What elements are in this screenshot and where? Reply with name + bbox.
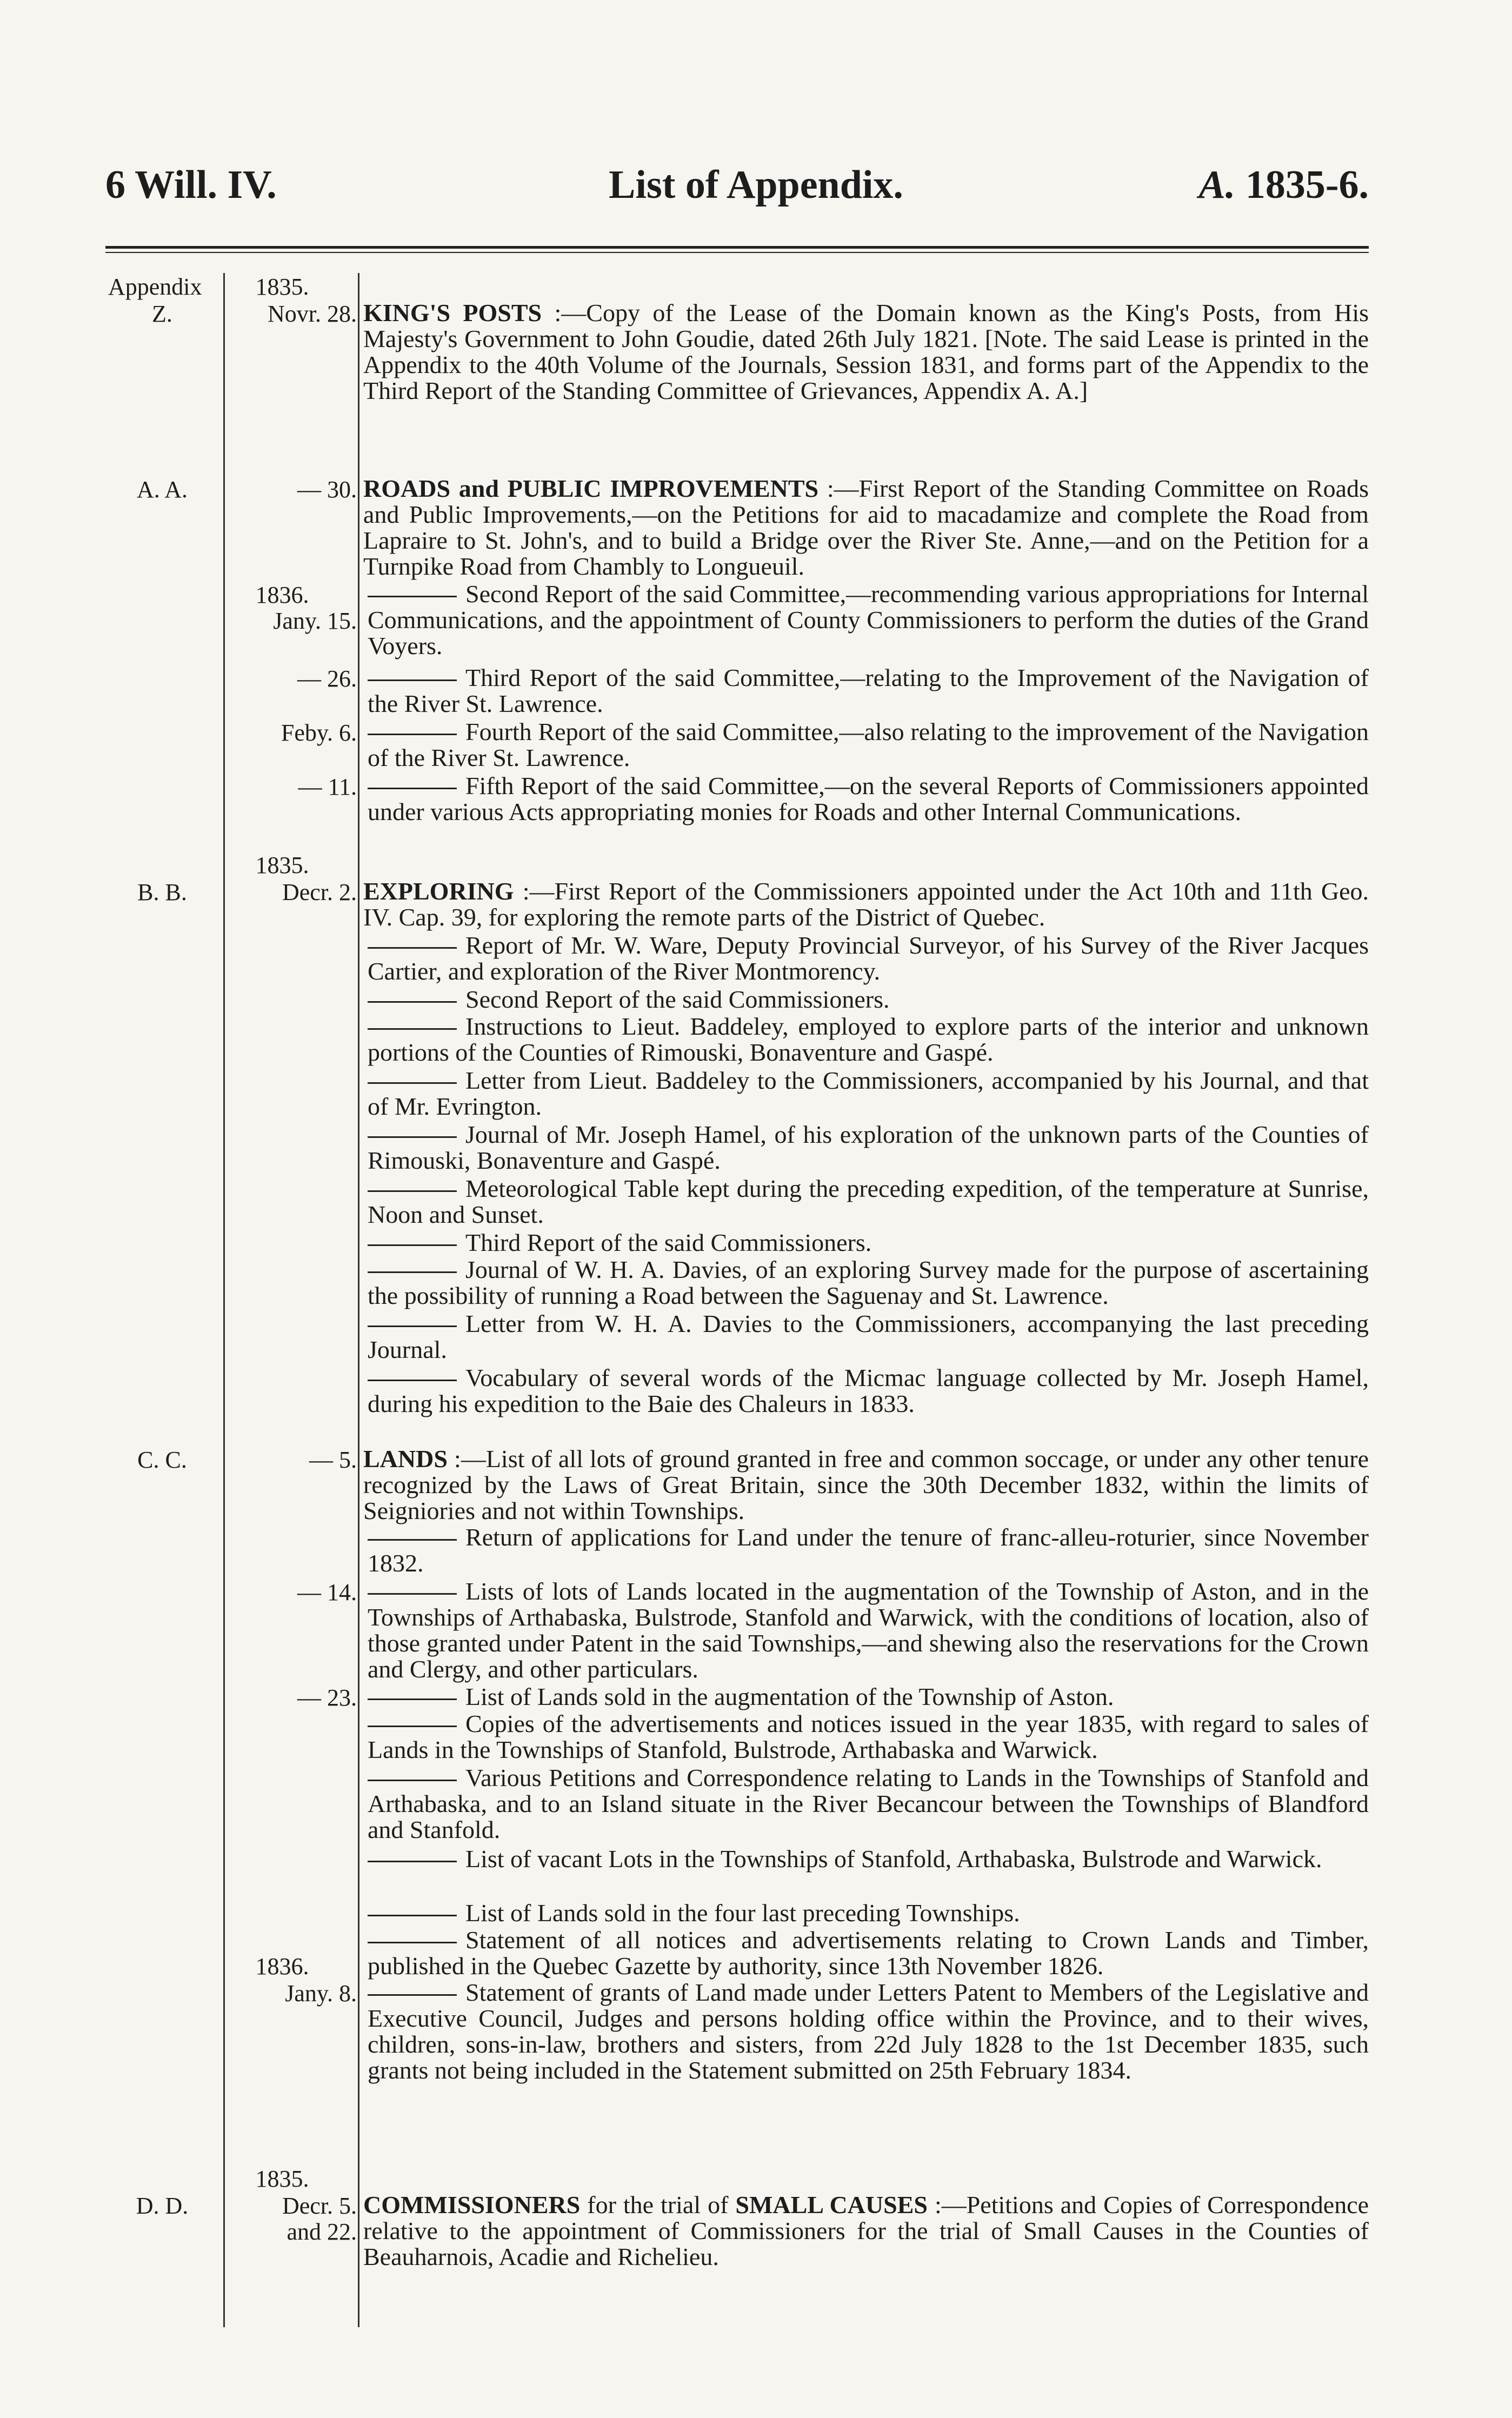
entry-date-second: and 22.	[287, 2219, 357, 2245]
sub-entry	[368, 1365, 1369, 1417]
entry-appendix-letter: B. B.	[137, 879, 187, 905]
sub-text: Instructions to Lieut. Baddeley, employed to explore parts of the interior and unknown portions of the Counties of Rimouski, Bonaventure and Gaspé.	[368, 1013, 1369, 1066]
entry-heading-second: SMALL CAUSES	[735, 2191, 928, 2219]
entry-appendix-letter: Z.	[152, 301, 172, 327]
sub-entry	[368, 1014, 1369, 1065]
sub-date: Jany. 15.	[273, 608, 357, 634]
sub-text: List of vacant Lots in the Townships of Stanfold, Arthabaska, Bulstrode and Warwick.	[465, 1845, 1322, 1873]
appendix-column-heading: Appendix	[108, 274, 202, 300]
entry-heading: KING'S POSTS	[363, 299, 542, 327]
sub-entry	[368, 1578, 1369, 1682]
sub-date: — 23.	[297, 1684, 357, 1711]
sub-text: Return of applications for Land under the tenure of franc-alleu-roturier, since November 1832.	[368, 1523, 1369, 1577]
entry-text	[363, 300, 1369, 404]
entry-year: 1835.	[255, 852, 309, 878]
sub-entry	[368, 932, 1369, 984]
entry-year: 1835.	[255, 2166, 309, 2192]
sub-entry	[368, 1927, 1369, 1979]
sub-entry	[368, 719, 1369, 771]
sub-text: Fourth Report of the said Committee,—also relating to the improvement of the Navigation of the River St. Lawrence.	[368, 718, 1369, 771]
sub-entry	[368, 1230, 1369, 1256]
sub-entry	[368, 987, 1369, 1013]
entry-description: :—First Report of the Standing Committee on Roads and Public Improvements,—on the Petitions for aid to macadamize and complete the Road from Lapraire to St. John's, and to build a Bridge over the River Ste. Anne,—and on the Petition for a Turnpike Road from Chambly to Longueuil.	[363, 475, 1369, 580]
entry-appendix-letter: A. A.	[136, 476, 188, 503]
column-divider-date	[358, 273, 359, 2327]
dash-mark	[368, 596, 457, 597]
sub-entry	[368, 1711, 1369, 1763]
entry-text	[363, 2192, 1369, 2270]
sub-text: Report of Mr. W. Ware, Deputy Provincial Surveyor, of his Survey of the River Jacques Cartier, and exploration of the River Montmorency.	[368, 931, 1369, 985]
sub-entry	[368, 1311, 1369, 1363]
sub-entry	[368, 1524, 1369, 1576]
entry-description: :—First Report of the Commissioners appointed under the Act 10th and 11th Geo. IV. Cap. 39, for exploring the remote parts of the District of Quebec.	[363, 877, 1369, 931]
header-letter: A.	[1198, 163, 1236, 207]
header-session: 6 Will. IV.	[105, 163, 277, 207]
sub-text: Lists of lots of Lands located in the augmentation of the Township of Aston, and in the Townships of Arthabaska, Bulstrode, Stanfold and Warwick, with the conditions of location, also of those granted under Patent in the said Townships,—and shewing also the reservations for the Crown and Clergy, and other particulars.	[368, 1577, 1369, 1683]
dash-mark	[368, 1028, 457, 1030]
entry-description: :—Petitions and Copies of Correspondence relative to the appointment of Commissioners for the trial of Small Causes in the Counties of Beauharnois, Acadie and Richelieu.	[363, 2191, 1369, 2270]
entry-date: Novr. 28.	[268, 301, 357, 327]
sub-text: Vocabulary of several words of the Micmac language collected by Mr. Joseph Hamel, during his expedition to the Baie des Chaleurs in 1833.	[368, 1364, 1369, 1417]
entry-heading: LANDS	[363, 1445, 448, 1473]
sub-date: — 26.	[297, 665, 357, 692]
sub-entry	[368, 1068, 1369, 1120]
sub-entry	[368, 1900, 1369, 1926]
dash-mark	[368, 1698, 457, 1700]
entry-appendix-letter: D. D.	[136, 2193, 189, 2219]
entry-heading: EXPLORING	[363, 877, 514, 905]
entry-date: — 5.	[309, 1447, 357, 1473]
entry-heading-mid: for the trial of	[587, 2191, 729, 2219]
sub-text: Various Petitions and Correspondence relating to Lands in the Townships of Stanfold and Arthabaska, and to an Island situate in the River Becancour between the Townships of Blandford and Stanfold.	[368, 1764, 1369, 1843]
dash-mark	[368, 1726, 457, 1727]
dash-mark	[368, 734, 457, 735]
sub-text: Meteorological Table kept during the preceding expedition, of the temperature at Sunrise, Noon and Sunset.	[368, 1175, 1369, 1228]
sub-date: Feby. 6.	[281, 720, 357, 746]
sub-entry	[368, 773, 1369, 825]
dash-mark	[368, 1380, 457, 1381]
dash-mark	[368, 1082, 457, 1084]
dash-mark	[368, 680, 457, 681]
sub-year: 1836.	[255, 1953, 309, 1980]
dash-mark	[368, 1325, 457, 1327]
sub-text: Journal of Mr. Joseph Hamel, of his exploration of the unknown parts of the Counties of Rimouski, Bonaventure and Gaspé.	[368, 1121, 1369, 1174]
dash-mark	[368, 947, 457, 949]
entry-heading: COMMISSIONERS	[363, 2191, 581, 2219]
dash-mark	[368, 1271, 457, 1273]
sub-text: Second Report of the said Commissioners.	[465, 985, 890, 1013]
entry-date: Decr. 2.	[282, 879, 357, 905]
sub-date: — 11.	[298, 774, 357, 800]
sub-text: List of Lands sold in the four last preceding Townships.	[465, 1899, 1020, 1927]
entry-text	[363, 476, 1369, 579]
sub-entry	[368, 1684, 1369, 1710]
sub-entry	[368, 1176, 1369, 1228]
header-years: 1835-6.	[1245, 163, 1369, 207]
entry-text	[363, 1446, 1369, 1524]
dash-mark	[368, 1190, 457, 1192]
dash-mark	[368, 1244, 457, 1246]
dash-mark	[368, 1001, 457, 1003]
header-title: List of Appendix.	[609, 163, 903, 207]
sub-date: — 14.	[297, 1579, 357, 1606]
sub-date: Jany. 8.	[285, 1980, 357, 2007]
dash-mark	[368, 1915, 457, 1916]
sub-text: Statement of all notices and advertisements relating to Crown Lands and Timber, published in the Quebec Gazette by authority, since 13th November 1826.	[368, 1926, 1369, 1980]
entry-text	[363, 878, 1369, 930]
sub-entry	[368, 1257, 1369, 1309]
sub-text: Fifth Report of the said Committee,—on the several Reports of Commissioners appointed under various Acts appropriating monies for Roads and other Internal Communications.	[368, 772, 1369, 825]
entry-appendix-letter: C. C.	[137, 1447, 187, 1473]
sub-text: List of Lands sold in the augmentation of the Township of Aston.	[465, 1683, 1114, 1710]
sub-entry	[368, 1122, 1369, 1174]
sub-text: Statement of grants of Land made under Letters Patent to Members of the Legislative and Executive Council, Judges and persons holding office within the Province, and to their wives, children, sons-in-law, brothers and sisters, from 22d July 1828 to the 1st December 1835, such grants not being included in the Statement submitted on 25th February 1834.	[368, 1979, 1369, 2084]
dash-mark	[368, 1136, 457, 1138]
dash-mark	[368, 1593, 457, 1595]
dash-mark	[368, 788, 457, 789]
sub-text: Journal of W. H. A. Davies, of an exploring Survey made for the purpose of ascertaining the possibility of running a Road between the Saguenay and St. Lawrence.	[368, 1256, 1369, 1309]
entry-description: :—Copy of the Lease of the Domain known as the King's Posts, from His Majesty's Government to John Goudie, dated 26th July 1821. [Note. The said Lease is printed in the Appendix to the 40th Volume of the Journals, Session 1831, and forms part of the Appendix to the Third Report of the Standing Committee of Grievances, Appendix A. A.]	[363, 299, 1369, 404]
sub-text: Third Report of the said Committee,—relating to the Improvement of the Navigation of the River St. Lawrence.	[368, 664, 1369, 717]
sub-entry	[368, 1980, 1369, 2083]
header-volume	[1198, 162, 1369, 208]
sub-text: Letter from W. H. A. Davies to the Commissioners, accompanying the last preceding Journal.	[368, 1310, 1369, 1363]
sub-text: Copies of the advertisements and notices issued in the year 1835, with regard to sales of Lands in the Townships of Stanfold, Bulstrode, Arthabaska and Warwick.	[368, 1710, 1369, 1763]
dash-mark	[368, 1780, 457, 1781]
dash-mark	[368, 1942, 457, 1943]
header-rule-thin	[105, 252, 1369, 253]
sub-text: Second Report of the said Committee,—recommending various appropriations for Internal Communications, and the appointment of County Commissioners to perform the duties of the Grand Voyers.	[368, 580, 1369, 660]
sub-entry	[368, 581, 1369, 659]
dash-mark	[368, 1861, 457, 1862]
sub-text: Letter from Lieut. Baddeley to the Commissioners, accompanied by his Journal, and that of Mr. Evrington.	[368, 1067, 1369, 1120]
sub-year: 1836.	[255, 582, 309, 608]
entry-date: — 30.	[297, 476, 357, 503]
entry-date: Decr. 5.	[282, 2193, 357, 2219]
entry-heading: ROADS and PUBLIC IMPROVEMENTS	[363, 475, 819, 502]
entry-description: :—List of all lots of ground granted in free and common soccage, or under any other tenure recognized by the Laws of Great Britain, since the 30th December 1832, within the limits of Seigniories and not within Townships.	[363, 1445, 1369, 1524]
sub-text: Third Report of the said Commissioners.	[465, 1229, 872, 1256]
header-rule-thick	[105, 246, 1369, 249]
sub-entry	[368, 1846, 1369, 1872]
sub-entry	[368, 665, 1369, 717]
dash-mark	[368, 1994, 457, 1996]
dash-mark	[368, 1539, 457, 1541]
entry-year: 1835.	[255, 274, 309, 300]
sub-entry	[368, 1765, 1369, 1843]
